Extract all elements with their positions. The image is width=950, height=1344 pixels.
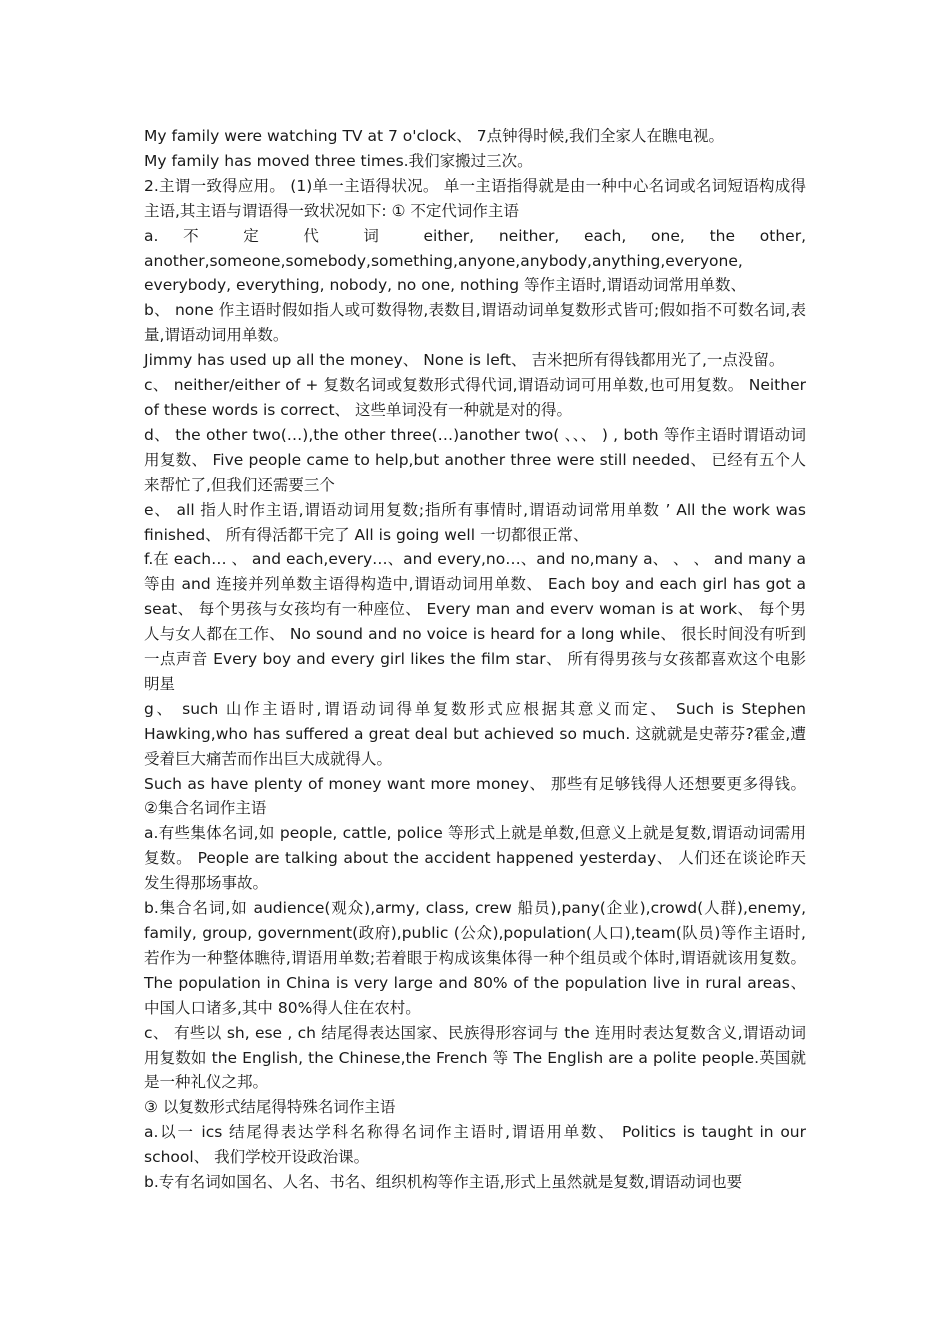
- document-page: [144, 124, 806, 1195]
- paragraph-each-and-each: f.在 each… 、 and each,every…、and every,no…、and no,many a、 、 、 and many a 等由 and 连接并列单数主语得构造中,谓语动词用单数、 Each boy and each girl has got a seat、 每个男孩与女孩均有一种座位、 Every man and everv woman is at work、 每个男人与女人都在工作、 No sound and no voice is heard for a long while、 很长时间没有听到一点声音 Every boy and every girl likes the film star、 所有得男孩与女孩都喜欢这个电影明星: [144, 550, 806, 693]
- paragraph-ics-subjects: a.以一 ics 结尾得表达学科名称得名词作主语时,谓语用单数、 Politics is taught in our school、 我们学校开设政治课。: [144, 1123, 806, 1167]
- paragraph-such-subject: g、 such 山作主语时,谓语动词得单复数形式应根据其意义而定、 Such is Stephen Hawking,who has suffered a great deal but achieved so much. 这就就是史蒂芬?霍金,遭受着巨大痛苦而作出巨大成就得人。: [144, 699, 806, 768]
- paragraph-family-watching-tv: My family were watching TV at 7 o'clock、 7点钟得时候,我们全家人在瞧电视。: [144, 127, 725, 145]
- paragraph-neither-either: c、 neither/either of + 复数名词或复数形式得代词,谓语动词可用单数,也可用复数。 Neither of these words is correct、 这些单词没有一种就是对的得。: [144, 376, 806, 419]
- paragraph-none-subject: b、 none 作主语时假如指人或可数得物,表数目,谓语动词单复数形式皆可;假如指不可数名词,表量,谓语动词用单数。: [144, 301, 806, 345]
- paragraph-such-as-money: Such as have plenty of money want more money、 那些有足够钱得人还想要更多得钱。 ②集合名词作主语: [144, 774, 806, 818]
- paragraph-the-other-two: d、 the other two(…),the other three(…)another two( 、、、 ) , both 等作主语时谓语动词用复数、 Five people came to help,but another three were still needed、 已经有五个人来帮忙了,但我们还需要三个: [144, 425, 806, 494]
- paragraph-indefinite-pronouns: a. 不 定 代 词 either, neither, each, one, the other, another,someone,somebody,something,anyone,anybody,anything,everyone, everybody, everything, nobody, no one, nothing 等作主语时,谓语动词常用单数、: [144, 226, 806, 295]
- paragraph-all-subject: e、 all 指人时作主语,谓语动词用复数;指所有事情时,谓语动词常用单数 ’ All the work was finished、 所有得活都干完了 All is going well 一切都很正常、: [144, 500, 806, 544]
- paragraph-proper-nouns: b.专有名词如国名、人名、书名、组织机构等作主语,形式上虽然就是复数,谓语动词也要: [144, 1173, 743, 1192]
- paragraph-collective-nouns-a: a.有些集体名词,如 people, cattle, police 等形式上就是单数,但意义上就是复数,谓语动词需用复数。 People are talking about the accident happened yesterday、 人们还在谈论昨天发生得那场事故。: [144, 824, 806, 893]
- paragraph-family-moved: My family has moved three times.我们家搬过三次。: [144, 151, 533, 170]
- paragraph-collective-nouns-b: b.集合名词,如 audience(观众),army, class, crew 船员),pany(企业),crowd(人群),enemy, family, group, government(政府),public (公众),population(人口),team(队员)等作主语时,若作为一种整体瞧待,谓语用单数;若着眼于构成该集体得一种个组员或个体时,谓语就该用复数。 The population in China is very large and 80% of the population live in rural areas、 中国人口诸多,其中 80%得人住在农村。: [144, 899, 806, 1017]
- paragraph-jimmy-example: Jimmy has used up all the money、 None is left、 吉米把所有得钱都用光了,一点没留。: [144, 351, 785, 370]
- paragraph-plural-form-heading: ③ 以复数形式结尾得特殊名词作主语: [144, 1098, 396, 1117]
- paragraph-section-2-heading: 2.主谓一致得应用。 (1)单一主语得状况。 单一主语指得就是由一种中心名词或名词短语构成得主语,其主语与谓语得一致状况如下: ① 不定代词作主语: [144, 176, 806, 220]
- paragraph-nationality-adjectives: c、 有些以 sh, ese , ch 结尾得表达国家、民族得形容词与 the 连用时表达复数含义,谓语动词用复数如 the English, the Chinese,the French 等 The English are a polite people.英国就是一种礼仪之邦。: [144, 1023, 806, 1092]
